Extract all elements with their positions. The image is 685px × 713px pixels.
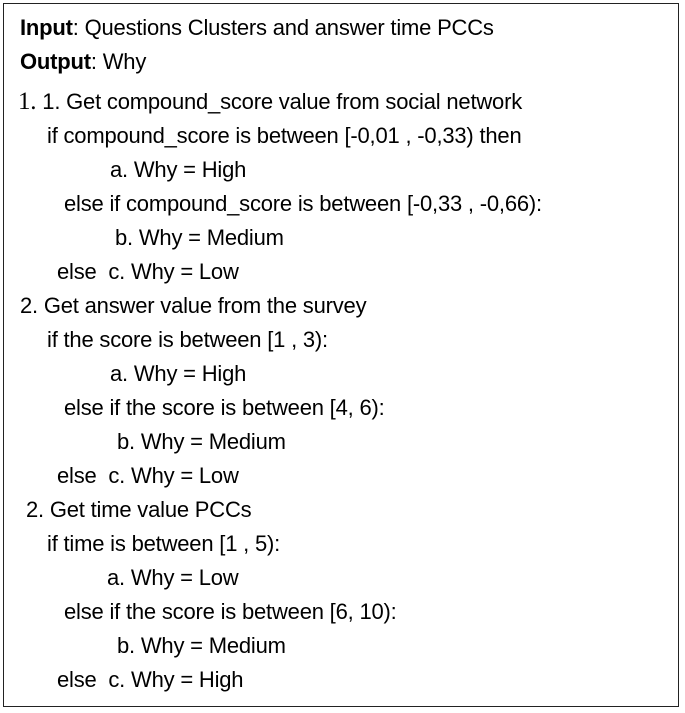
step-line: else if compound_score is between [-0,33 , -0,66):	[64, 191, 542, 216]
step-line: else if the score is between [4, 6):	[64, 395, 385, 420]
step-line: if the score is between [1 , 3):	[47, 327, 328, 352]
step-line: else c. Why = High	[57, 667, 244, 692]
step-line: if time is between [1 , 5):	[47, 531, 281, 556]
step-line: a. Why = High	[110, 361, 247, 386]
step-line: else c. Why = Low	[57, 463, 239, 488]
step-line: 2. Get time value PCCs	[26, 497, 252, 522]
input-line	[20, 11, 494, 45]
step-line: b. Why = Medium	[115, 225, 284, 250]
step-line: 2. Get answer value from the survey	[20, 293, 367, 318]
output-text: : Why	[90, 49, 147, 74]
step-line-1: 1. 1. Get compound_score value from social network	[18, 88, 523, 115]
step-line: if compound_score is between [-0,01 , -0,33) then	[47, 123, 522, 148]
step-line: a. Why = Low	[107, 565, 239, 590]
step-line: a. Why = High	[110, 157, 247, 182]
output-line	[20, 45, 146, 79]
input-text: : Questions Clusters and answer time PCCs	[72, 15, 494, 40]
step-line: b. Why = Medium	[117, 429, 286, 454]
step-line: else c. Why = Low	[57, 259, 239, 284]
step-line: b. Why = Medium	[117, 633, 286, 658]
output-label: Output	[20, 49, 91, 74]
step-line: else if the score is between [6, 10):	[64, 599, 397, 624]
input-label: Input	[20, 15, 73, 40]
list-marker: 1.	[18, 88, 37, 115]
